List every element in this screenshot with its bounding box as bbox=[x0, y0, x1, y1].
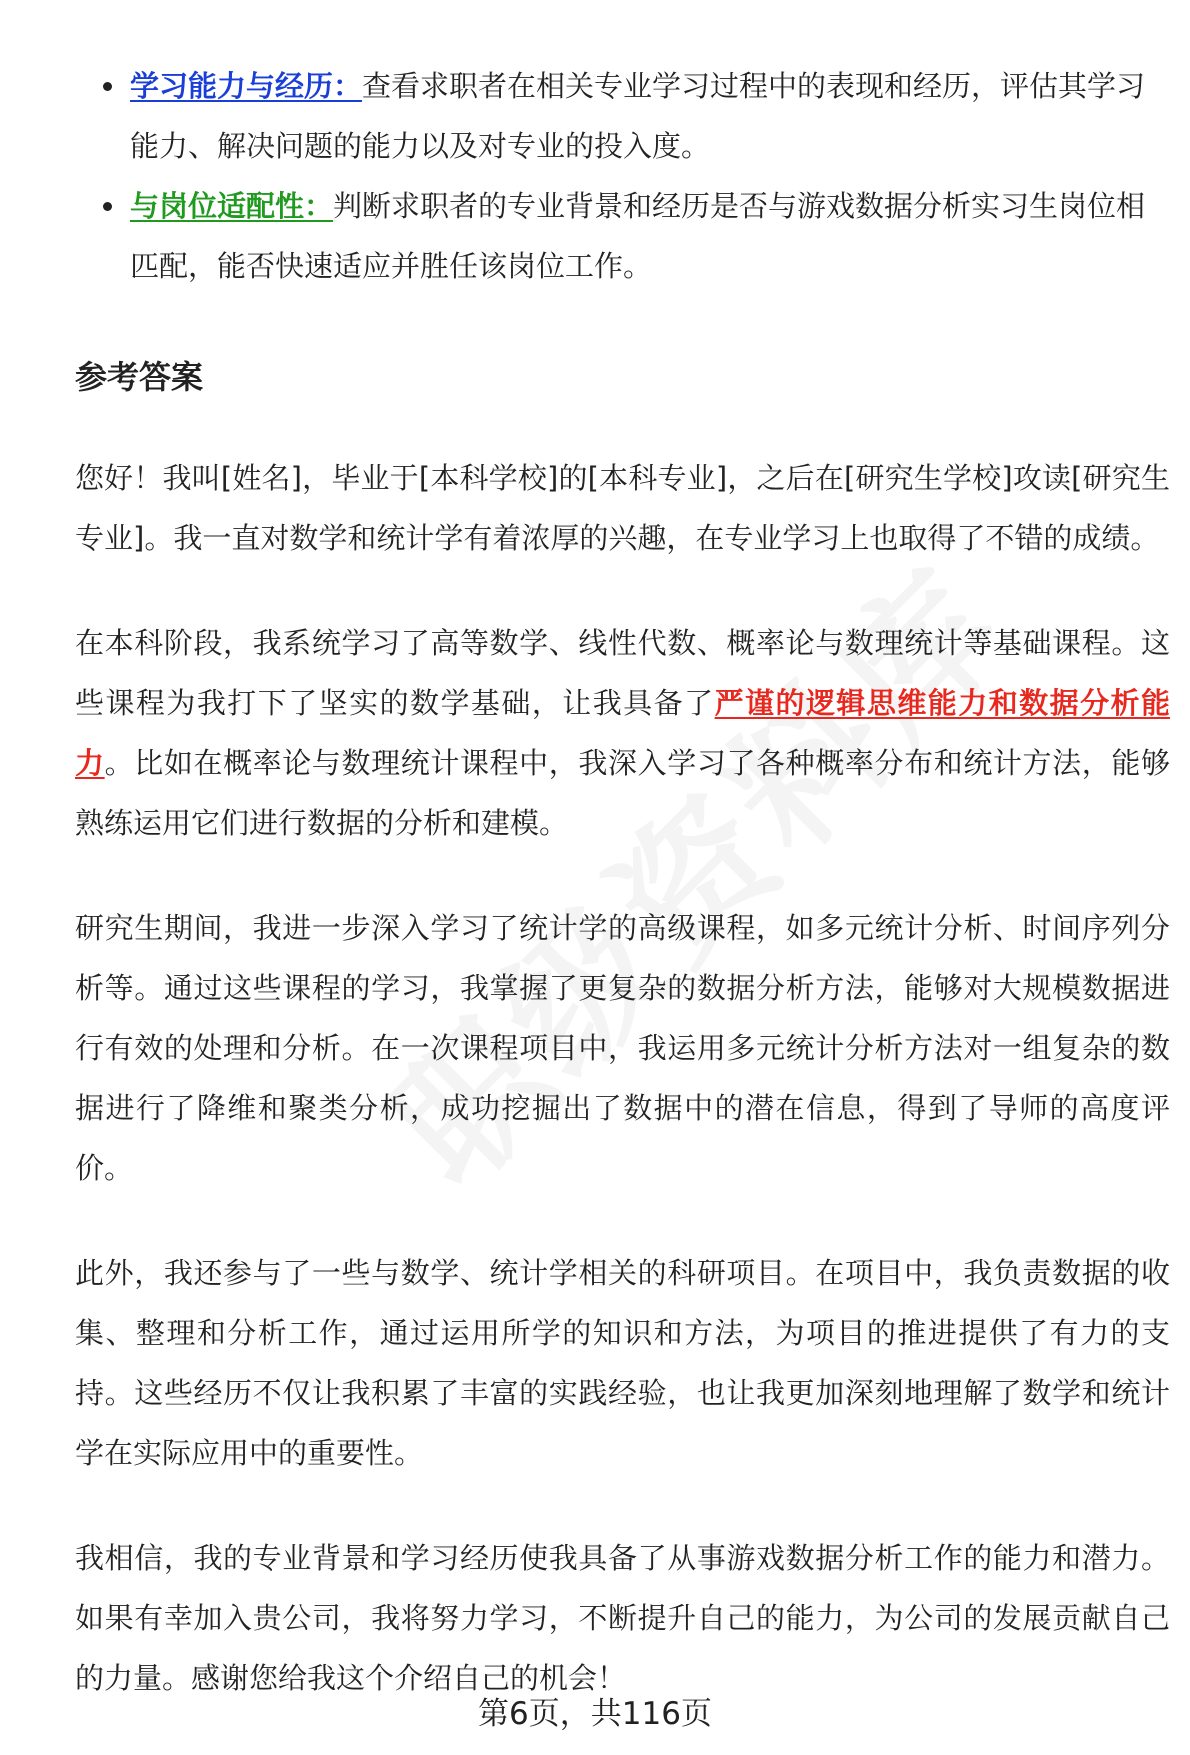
answer-paragraph: 我相信，我的专业背景和学习经历使我具备了从事游戏数据分析工作的能力和潜力。如果有幸加入贵公司，我将努力学习，不断提升自己的能力，为公司的发展贡献自己的力量。感谢您给我这个介绍自己的机会！ bbox=[75, 1541, 1170, 1695]
answer-paragraph: 此外，我还参与了一些与数学、统计学相关的科研项目。在项目中，我负责数据的收集、整理和分析工作，通过运用所学的知识和方法，为项目的推进提供了有力的支持。这些经历不仅让我积累了丰富的实践经验，也让我更加深刻地理解了数学和统计学在实际应用中的重要性。 bbox=[75, 1256, 1170, 1470]
bullet-dot-icon bbox=[103, 202, 112, 211]
document-content bbox=[75, 56, 1170, 1708]
highlighted-phrase: 严谨的逻辑思维能力和数据分析能力 bbox=[75, 686, 1170, 780]
list-item bbox=[75, 176, 1170, 296]
criteria-text: 判断求职者的专业背景和经历是否与游戏数据分析实习生岗位相匹配，能否快速适应并胜任该岗位工作。 bbox=[130, 189, 1146, 283]
criteria-list bbox=[75, 56, 1170, 296]
paragraph-text: 。比如在概率论与数理统计课程中，我深入学习了各种概率分布和统计方法，能够熟练运用它们进行数据的分析和建模。 bbox=[75, 746, 1170, 840]
list-item bbox=[75, 56, 1170, 176]
section-title: 参考答案 bbox=[75, 358, 204, 396]
answer-paragraph bbox=[75, 613, 1170, 853]
criteria-term: 学习能力与经历： bbox=[130, 69, 363, 103]
answer-paragraph: 研究生期间，我进一步深入学习了统计学的高级课程，如多元统计分析、时间序列分析等。通过这些课程的学习，我掌握了更复杂的数据分析方法，能够对大规模数据进行有效的处理和分析。在一次课程项目中，我运用多元统计分析方法对一组复杂的数据进行了降维和聚类分析，成功挖掘出了数据中的潜在信息，得到了导师的高度评价。 bbox=[75, 911, 1170, 1185]
answer-paragraph: 您好！我叫[姓名]，毕业于[本科学校]的[本科专业]，之后在[研究生学校]攻读[研究生专业]。我一直对数学和统计学有着浓厚的兴趣，在专业学习上也取得了不错的成绩。 bbox=[75, 461, 1170, 555]
page-number: 第6页，共116页 bbox=[478, 1696, 712, 1732]
criteria-text: 查看求职者在相关专业学习过程中的表现和经历，评估其学习能力、解决问题的能力以及对专业的投入度。 bbox=[130, 69, 1146, 163]
paragraph-text: 在本科阶段，我系统学习了高等数学、线性代数、概率论与数理统计等基础课程。这些课程为我打下了坚实的数学基础，让我具备了 bbox=[75, 626, 1170, 720]
bullet-dot-icon bbox=[103, 82, 112, 91]
criteria-term: 与岗位适配性： bbox=[130, 189, 334, 223]
